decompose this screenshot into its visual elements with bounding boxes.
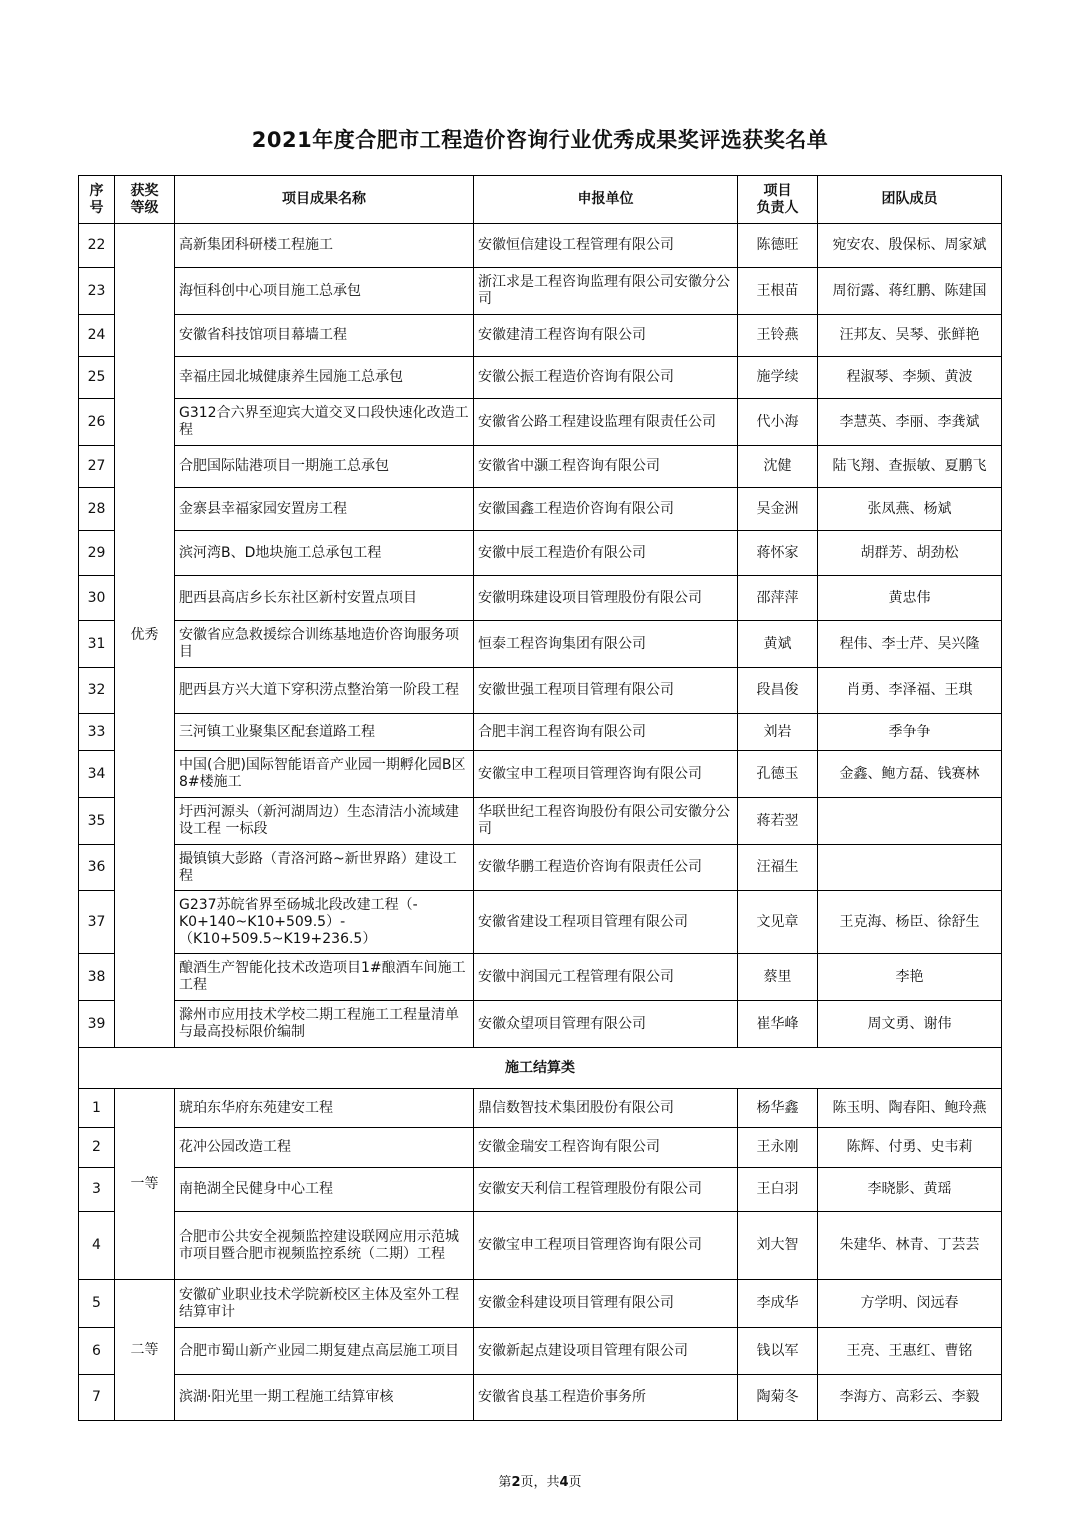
row-number: 31	[79, 621, 115, 668]
row-number: 24	[79, 315, 115, 357]
header-leader: 项目 负责人	[738, 176, 818, 224]
row-number: 38	[79, 954, 115, 1001]
table-row	[79, 1280, 1002, 1328]
team-members: 周文勇、谢伟	[818, 1001, 1002, 1048]
project-leader: 吴金洲	[738, 488, 818, 531]
team-members: 程伟、李士芹、吴兴隆	[818, 621, 1002, 668]
applicant-unit: 安徽新起点建设项目管理有限公司	[474, 1328, 738, 1375]
applicant-unit: 安徽华鹏工程造价咨询有限责任公司	[474, 845, 738, 891]
row-number: 1	[79, 1089, 115, 1128]
header-team: 团队成员	[818, 176, 1002, 224]
team-members	[818, 798, 1002, 845]
team-members: 方学明、闵远春	[818, 1280, 1002, 1328]
project-name: 海恒科创中心项目施工总承包	[175, 268, 474, 315]
team-members: 汪邦友、吴琴、张鲜艳	[818, 315, 1002, 357]
project-leader: 文见章	[738, 891, 818, 954]
project-name: 酿酒生产智能化技术改造项目1#酿酒车间施工工程	[175, 954, 474, 1001]
row-number: 26	[79, 399, 115, 446]
project-leader: 崔华峰	[738, 1001, 818, 1048]
row-number: 25	[79, 357, 115, 399]
project-name: 合肥国际陆港项目一期施工总承包	[175, 446, 474, 488]
table-row	[79, 1089, 1002, 1128]
table-row	[79, 531, 1002, 576]
row-number: 5	[79, 1280, 115, 1328]
project-leader: 邵萍萍	[738, 576, 818, 621]
applicant-unit: 安徽金瑞安工程咨询有限公司	[474, 1128, 738, 1168]
team-members: 张凤燕、杨斌	[818, 488, 1002, 531]
project-leader: 沈健	[738, 446, 818, 488]
header-level: 获奖 等级	[115, 176, 175, 224]
project-leader: 蒋怀家	[738, 531, 818, 576]
row-number: 32	[79, 668, 115, 714]
project-leader: 王白羽	[738, 1168, 818, 1212]
row-number: 34	[79, 751, 115, 798]
row-number: 2	[79, 1128, 115, 1168]
applicant-unit: 安徽安天利信工程管理股份有限公司	[474, 1168, 738, 1212]
table-row	[79, 446, 1002, 488]
applicant-unit: 安徽省建设工程项目管理有限公司	[474, 891, 738, 954]
row-number: 22	[79, 224, 115, 268]
table-row	[79, 621, 1002, 668]
project-name: 三河镇工业聚集区配套道路工程	[175, 714, 474, 751]
row-number: 39	[79, 1001, 115, 1048]
table-row	[79, 1212, 1002, 1280]
table-row	[79, 268, 1002, 315]
team-members: 金鑫、鲍方磊、钱赛林	[818, 751, 1002, 798]
awards-table	[78, 175, 1002, 1421]
table-row	[79, 751, 1002, 798]
applicant-unit: 安徽宝申工程项目管理咨询有限公司	[474, 1212, 738, 1280]
section-row	[79, 1048, 1002, 1089]
applicant-unit: 浙江求是工程咨询监理有限公司安徽分公司	[474, 268, 738, 315]
team-members: 季争争	[818, 714, 1002, 751]
row-number: 27	[79, 446, 115, 488]
award-level: 优秀	[115, 224, 175, 1048]
page-title: 2021年度合肥市工程造价咨询行业优秀成果奖评选获奖名单	[251, 128, 829, 152]
project-name: 滨湖·阳光里一期工程施工结算审核	[175, 1375, 474, 1421]
project-name: 南艳湖全民健身中心工程	[175, 1168, 474, 1212]
applicant-unit: 安徽省公路工程建设监理有限责任公司	[474, 399, 738, 446]
team-members: 王亮、王惠红、曹铭	[818, 1328, 1002, 1375]
team-members: 宛安农、殷保标、周家斌	[818, 224, 1002, 268]
table-row	[79, 1375, 1002, 1421]
award-level: 一等	[115, 1089, 175, 1280]
table-header-row	[79, 176, 1002, 224]
project-name: G312合六界至迎宾大道交叉口段快速化改造工程	[175, 399, 474, 446]
applicant-unit: 安徽中辰工程造价有限公司	[474, 531, 738, 576]
table-row	[79, 399, 1002, 446]
project-leader: 蔡里	[738, 954, 818, 1001]
team-members: 李慧英、李丽、李龚斌	[818, 399, 1002, 446]
table-row	[79, 1328, 1002, 1375]
applicant-unit: 安徽省中灏工程咨询有限公司	[474, 446, 738, 488]
table-row	[79, 798, 1002, 845]
applicant-unit: 安徽明珠建设项目管理股份有限公司	[474, 576, 738, 621]
project-leader: 钱以军	[738, 1328, 818, 1375]
project-leader: 杨华鑫	[738, 1089, 818, 1128]
table-row	[79, 668, 1002, 714]
row-number: 4	[79, 1212, 115, 1280]
applicant-unit: 安徽中润国元工程管理有限公司	[474, 954, 738, 1001]
project-name: 肥西县方兴大道下穿积涝点整治第一阶段工程	[175, 668, 474, 714]
project-leader: 陈德旺	[738, 224, 818, 268]
project-leader: 代小海	[738, 399, 818, 446]
row-number: 7	[79, 1375, 115, 1421]
project-leader: 段昌俊	[738, 668, 818, 714]
team-members: 胡群芳、胡劲松	[818, 531, 1002, 576]
project-name: 安徽省应急救援综合训练基地造价咨询服务项目	[175, 621, 474, 668]
project-name: 合肥市蜀山新产业园二期复建点高层施工项目	[175, 1328, 474, 1375]
award-level: 二等	[115, 1280, 175, 1421]
project-name: G237苏皖省界至砀城北段改建工程（-K0+140~K10+509.5）-（K10+509.5~K19+236.5）	[175, 891, 474, 954]
project-name: 圩西河源头（新河湖周边）生态清洁小流域建设工程 一标段	[175, 798, 474, 845]
team-members: 黄忠伟	[818, 576, 1002, 621]
team-members: 程淑琴、李频、黄波	[818, 357, 1002, 399]
project-leader: 蒋若翌	[738, 798, 818, 845]
table-row	[79, 714, 1002, 751]
project-leader: 王根苗	[738, 268, 818, 315]
team-members: 陈玉明、陶春阳、鲍玲燕	[818, 1089, 1002, 1128]
project-name: 幸福庄园北城健康养生园施工总承包	[175, 357, 474, 399]
project-leader: 王永刚	[738, 1128, 818, 1168]
row-number: 37	[79, 891, 115, 954]
row-number: 29	[79, 531, 115, 576]
project-leader: 孔德玉	[738, 751, 818, 798]
project-name: 肥西县高店乡长东社区新村安置点项目	[175, 576, 474, 621]
project-name: 安徽矿业职业技术学院新校区主体及室外工程结算审计	[175, 1280, 474, 1328]
project-name: 金寨县幸福家园安置房工程	[175, 488, 474, 531]
applicant-unit: 合肥丰润工程咨询有限公司	[474, 714, 738, 751]
team-members: 肖勇、李泽福、王琪	[818, 668, 1002, 714]
table-row	[79, 845, 1002, 891]
applicant-unit: 安徽公振工程造价咨询有限公司	[474, 357, 738, 399]
row-number: 23	[79, 268, 115, 315]
table-row	[79, 891, 1002, 954]
row-number: 6	[79, 1328, 115, 1375]
project-leader: 刘岩	[738, 714, 818, 751]
table-row	[79, 488, 1002, 531]
applicant-unit: 恒泰工程咨询集团有限公司	[474, 621, 738, 668]
project-name: 花冲公园改造工程	[175, 1128, 474, 1168]
team-members: 陈辉、付勇、史韦莉	[818, 1128, 1002, 1168]
row-number: 35	[79, 798, 115, 845]
team-members: 李海方、高彩云、李毅	[818, 1375, 1002, 1421]
applicant-unit: 安徽国鑫工程造价咨询有限公司	[474, 488, 738, 531]
applicant-unit: 安徽省良基工程造价事务所	[474, 1375, 738, 1421]
applicant-unit: 安徽建清工程咨询有限公司	[474, 315, 738, 357]
project-name: 高新集团科研楼工程施工	[175, 224, 474, 268]
section-title: 施工结算类	[79, 1048, 1002, 1089]
project-leader: 施学续	[738, 357, 818, 399]
header-project: 项目成果名称	[175, 176, 474, 224]
table-row	[79, 357, 1002, 399]
table-row	[79, 315, 1002, 357]
team-members: 李艳	[818, 954, 1002, 1001]
project-leader: 黄斌	[738, 621, 818, 668]
project-name: 琥珀东华府东苑建安工程	[175, 1089, 474, 1128]
table-row	[79, 1128, 1002, 1168]
applicant-unit: 鼎信数智技术集团股份有限公司	[474, 1089, 738, 1128]
team-members: 周衍露、蒋红鹏、陈建国	[818, 268, 1002, 315]
applicant-unit: 华联世纪工程咨询股份有限公司安徽分公司	[474, 798, 738, 845]
project-name: 滁州市应用技术学校二期工程施工工程量清单与最高投标限价编制	[175, 1001, 474, 1048]
table-row	[79, 576, 1002, 621]
project-name: 安徽省科技馆项目幕墙工程	[175, 315, 474, 357]
project-name: 滨河湾B、D地块施工总承包工程	[175, 531, 474, 576]
table-row	[79, 224, 1002, 268]
team-members: 王克海、杨臣、徐舒生	[818, 891, 1002, 954]
table-row	[79, 954, 1002, 1001]
team-members: 李晓影、黄瑶	[818, 1168, 1002, 1212]
row-number: 33	[79, 714, 115, 751]
row-number: 36	[79, 845, 115, 891]
header-no: 序 号	[79, 176, 115, 224]
applicant-unit: 安徽宝申工程项目管理咨询有限公司	[474, 751, 738, 798]
applicant-unit: 安徽恒信建设工程管理有限公司	[474, 224, 738, 268]
project-leader: 陶菊冬	[738, 1375, 818, 1421]
header-unit: 申报单位	[474, 176, 738, 224]
project-leader: 王铃燕	[738, 315, 818, 357]
team-members	[818, 845, 1002, 891]
row-number: 28	[79, 488, 115, 531]
project-leader: 李成华	[738, 1280, 818, 1328]
project-leader: 刘大智	[738, 1212, 818, 1280]
project-leader: 汪福生	[738, 845, 818, 891]
project-name: 合肥市公共安全视频监控建设联网应用示范城市项目暨合肥市视频监控系统（二期）工程	[175, 1212, 474, 1280]
row-number: 30	[79, 576, 115, 621]
project-name: 中国(合肥)国际智能语音产业园一期孵化园B区8#楼施工	[175, 751, 474, 798]
applicant-unit: 安徽世强工程项目管理有限公司	[474, 668, 738, 714]
team-members: 朱建华、林青、丁芸芸	[818, 1212, 1002, 1280]
applicant-unit: 安徽众望项目管理有限公司	[474, 1001, 738, 1048]
applicant-unit: 安徽金科建设项目管理有限公司	[474, 1280, 738, 1328]
project-name: 撮镇镇大彭路（青洛河路~新世界路）建设工程	[175, 845, 474, 891]
row-number: 3	[79, 1168, 115, 1212]
team-members: 陆飞翔、查振敏、夏鹏飞	[818, 446, 1002, 488]
table-row	[79, 1001, 1002, 1048]
page-footer: 第2页，共4页	[498, 1475, 582, 1490]
table-row	[79, 1168, 1002, 1212]
